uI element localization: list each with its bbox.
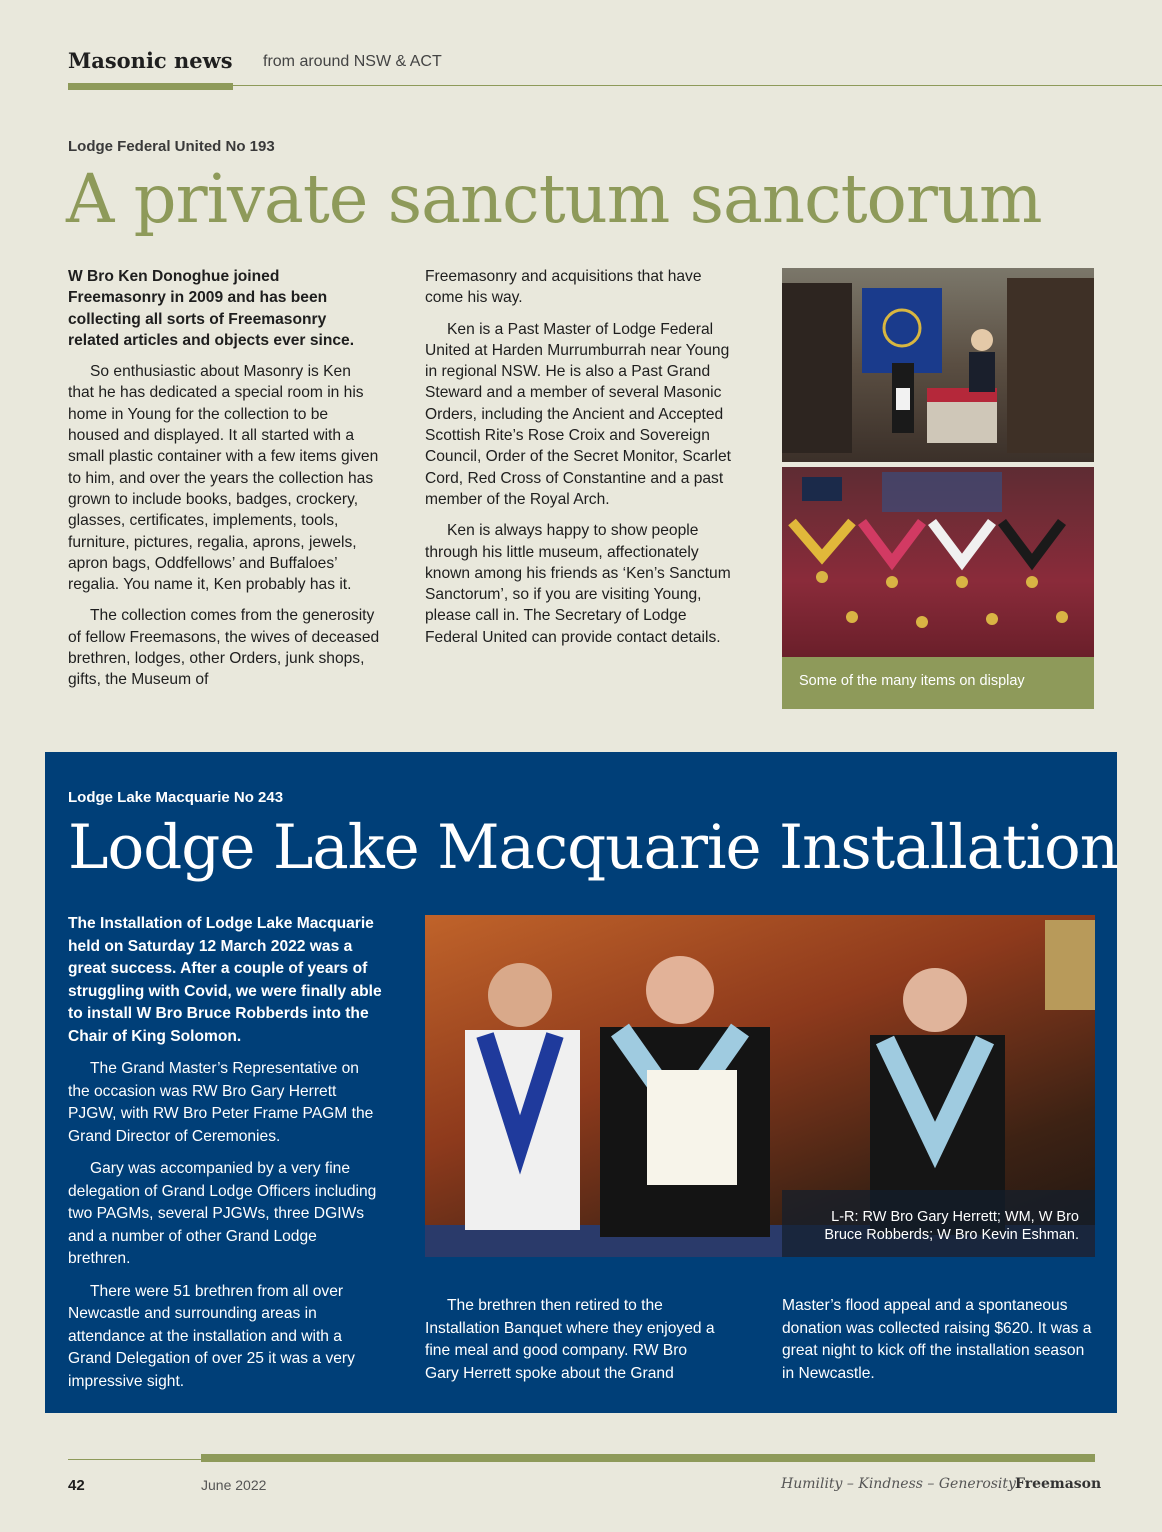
footer-accent-bar (201, 1454, 1095, 1462)
article1-paragraph: The collection comes from the generosity of fellow Freemasons, the wives of deceased brethren, lodges, other Orders, junk shops, gifts, the Museum of (68, 607, 380, 689)
article1-lead: W Bro Ken Donoghue joined Freemasonry in 2009 and has been collecting all sorts of Freemasonry related articles and objects ever since. (68, 268, 355, 349)
installation-caption: L-R: RW Bro Gary Herrett; WM, W Bro Bruce Robberds; W Bro Kevin Eshman. (782, 1190, 1095, 1257)
regalia-items-photo (782, 467, 1094, 657)
section-subtitle: from around NSW & ACT (263, 53, 442, 70)
header-accent-bar (68, 83, 233, 90)
collection-room-illustration (782, 268, 1094, 462)
article2-column-3 (782, 1295, 1094, 1395)
photo-caption: Some of the many items on display (782, 657, 1094, 709)
article2-kicker: Lodge Lake Macquarie No 243 (68, 789, 284, 806)
article1-paragraph: So enthusiastic about Masonry is Ken that he has dedicated a special room in his home in Young for the collection to be housed and displayed. It all started with a small plastic container with a few items given to him, and over the years the collection has grown to include books, badges, crockery, glasses, certificates, implements, tools, furniture, pictures, regalia, aprons, jewels, apron bags, Oddfellows’ and Buffaloes’ regalia. You name it, Ken probably has it. (68, 363, 379, 594)
issue-date: June 2022 (201, 1477, 267, 1493)
footer-rule (68, 1459, 201, 1460)
article1-column-2 (425, 266, 740, 658)
article2-column-2 (425, 1295, 725, 1395)
article1-paragraph: Ken is always happy to show people through his little museum, affectionately known among his friends as ‘Ken’s Sanctum Sanctorum’, so if you are visiting Young, please call in. The Secretary of Lodge Federal United can provide contact details. (425, 522, 731, 646)
article1-kicker: Lodge Federal United No 193 (68, 138, 275, 155)
article2-paragraph: Gary was accompanied by a very fine delegation of Grand Lodge Officers including two PAGMs, several PJGWs, three DGIWs and a number of other Grand Lodge brethren. (68, 1160, 377, 1267)
magazine-name: Freemason (1015, 1476, 1102, 1492)
article2-column-1 (68, 913, 382, 1403)
article1-paragraph: Ken is a Past Master of Lodge Federal United at Harden Murrumburrah near Young in regional NSW. He is also a Past Grand Steward and a member of several Masonic Orders, including the Ancient and Accepted Scottish Rite’s Rose Croix and Sovereign Council, Order of the Secret Monitor, Scarlet Cord, Red Cross of Constantine and a past member of the Royal Arch. (425, 320, 731, 508)
section-title: Masonic news (68, 48, 233, 73)
article2-lead: The Installation of Lodge Lake Macquarie held on Saturday 12 March 2022 was a great success. After a couple of years of struggling with Covid, we were finally able to install W Bro Bruce Robberds into the Chair of King Solomon. (68, 915, 382, 1045)
article2-paragraph: The brethren then retired to the Installation Banquet where they enjoyed a fine meal and good company. RW Bro Gary Herrett spoke about the Grand (425, 1297, 715, 1382)
motto: Humility – Kindness – Generosity (781, 1476, 1016, 1492)
article1-paragraph-continued: Freemasonry and acquisitions that have come his way. (425, 268, 702, 307)
collection-room-photo (782, 268, 1094, 462)
page-number: 42 (68, 1477, 85, 1494)
article1-title: A private sanctum sanctorum (66, 160, 1042, 238)
article1-column-1 (68, 266, 380, 701)
regalia-illustration (782, 467, 1094, 657)
article2-title: Lodge Lake Macquarie Installation (68, 812, 1118, 883)
article2-paragraph: Master’s flood appeal and a spontaneous donation was collected raising $620. It was a great night to kick off the installation season in Newcastle. (782, 1297, 1092, 1382)
article2-paragraph: There were 51 brethren from all over Newcastle and surrounding areas in attendance at the installation and with a Grand Delegation of over 25 it was a very impressive sight. (68, 1282, 355, 1390)
article2-paragraph: The Grand Master’s Representative on the occasion was RW Bro Gary Herrett PJGW, with RW Bro Peter Frame PAGM the Grand Director of Ceremonies. (68, 1060, 374, 1145)
